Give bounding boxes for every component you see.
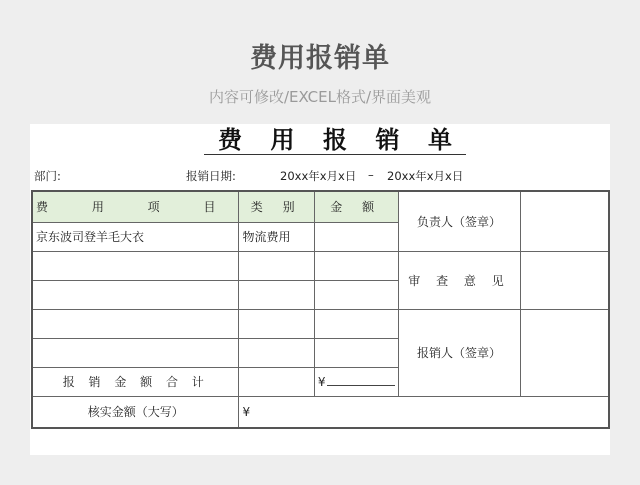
date-separator: – [368, 168, 374, 182]
row-category-cell[interactable] [239, 338, 314, 367]
date-to[interactable]: 20xx年x月x日 [387, 169, 464, 183]
row-item-cell[interactable] [32, 280, 239, 309]
expense-table [31, 190, 610, 429]
form-title-char: 费 [218, 126, 242, 154]
header-item [32, 191, 239, 222]
row-amount-cell[interactable] [314, 280, 398, 309]
date-label: 报销日期: [186, 169, 236, 183]
total-category-cell[interactable] [239, 367, 314, 396]
banner-title: 费用报销单 [250, 43, 390, 74]
form-title-char: 单 [428, 126, 452, 154]
yen-symbol: ¥ [242, 404, 251, 419]
review-opinion-field[interactable] [520, 251, 609, 309]
row-item-cell[interactable]: 京东波司登羊毛大衣 [32, 222, 239, 251]
total-label [32, 367, 239, 396]
header-amount-label: 金 额 [330, 200, 383, 215]
claimant-label: 报销人（签章） [398, 309, 520, 396]
review-label [398, 251, 520, 309]
verified-row [32, 396, 609, 428]
row-amount-cell[interactable] [314, 251, 398, 280]
header-row [32, 191, 609, 222]
row-item-cell[interactable] [32, 309, 239, 338]
row-category-cell[interactable]: 物流费用 [239, 222, 314, 251]
claimant-signature-field[interactable] [520, 309, 609, 396]
header-category-label: 类 别 [250, 200, 303, 215]
row-amount-cell[interactable] [314, 309, 398, 338]
verified-amount-field[interactable] [239, 396, 609, 428]
row-category-cell[interactable] [239, 309, 314, 338]
row-amount-cell[interactable] [314, 338, 398, 367]
verified-label: 核实金额（大写） [32, 396, 239, 428]
row-item-cell[interactable] [32, 338, 239, 367]
header-amount [314, 191, 398, 222]
header-item-label: 费 用 项 目 [36, 200, 236, 215]
review-label-text: 审 查 意 见 [408, 273, 510, 288]
form-title-char: 用 [270, 126, 295, 154]
table-row [32, 309, 609, 338]
form-title-char: 报 [323, 126, 347, 154]
form-title [204, 127, 466, 155]
banner-subtitle: 内容可修改/EXCEL格式/界面美观 [208, 88, 432, 106]
responsible-label: 负责人（签章） [398, 191, 520, 251]
department-label: 部门: [34, 169, 61, 183]
total-label-text: 报 销 金 额 合 计 [62, 375, 209, 389]
row-category-cell[interactable] [239, 251, 314, 280]
row-category-cell[interactable] [239, 280, 314, 309]
header-category [239, 191, 314, 222]
expense-form-sheet [30, 124, 610, 455]
yen-symbol: ¥ [317, 374, 326, 389]
amount-underline [327, 376, 395, 386]
row-item-cell[interactable] [32, 251, 239, 280]
form-title-char: 销 [375, 126, 400, 154]
date-from[interactable]: 20xx年x月x日 [280, 169, 357, 183]
total-amount-cell[interactable] [314, 367, 398, 396]
row-amount-cell[interactable] [314, 222, 398, 251]
table-row [32, 251, 609, 280]
responsible-signature-field[interactable] [520, 191, 609, 251]
